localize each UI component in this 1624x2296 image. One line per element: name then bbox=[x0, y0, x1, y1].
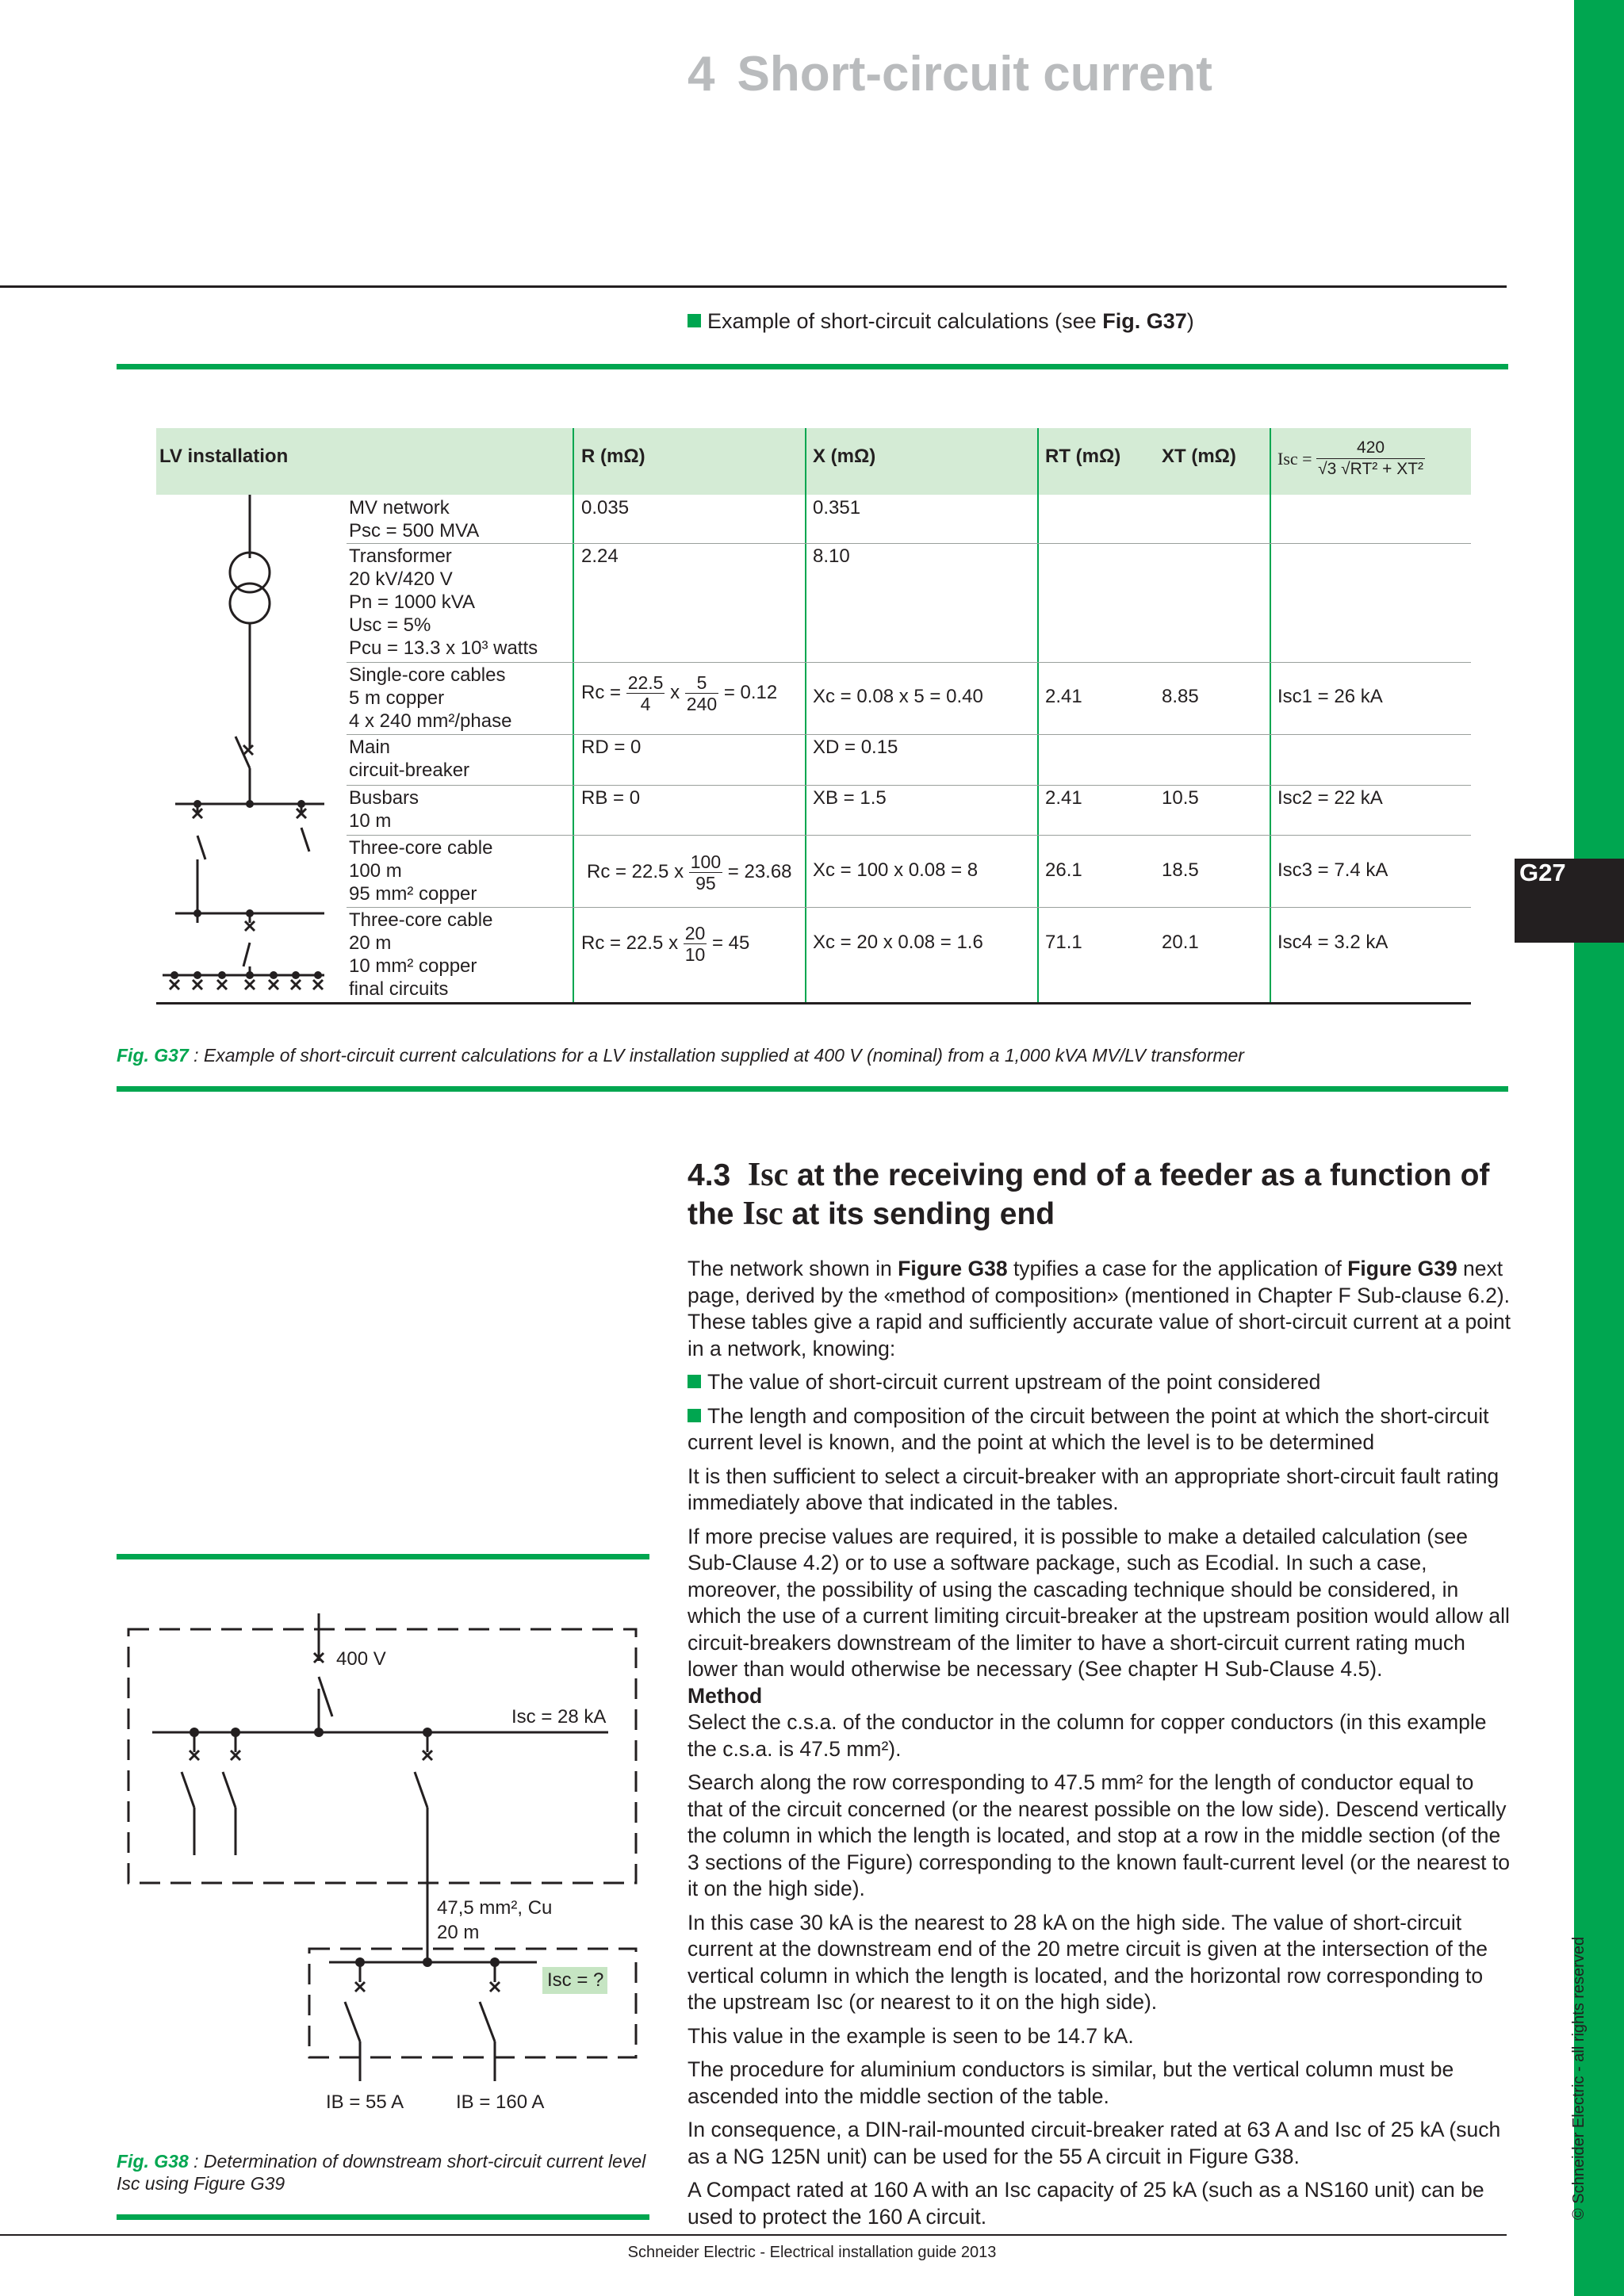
row-single-core-x: Xc = 0.08 x 5 = 0.40 bbox=[813, 686, 983, 707]
header-rule bbox=[0, 285, 1507, 288]
figure-g38-rule-top bbox=[117, 1554, 649, 1559]
paragraph: Select the c.s.a. of the conductor in the column for copper conductors (in this example the c.s.a. is 47.5 mm²). bbox=[688, 1710, 1487, 1761]
paragraph: The network shown in Figure G38 typifies a case for the application of Figure G39 next page, derived by the «method of composition» (mentioned in Chapter F Sub-clause 6.2). These tables give a rapid and sufficiently accurate value of short-circuit current at a point in a network, knowing: bbox=[688, 1257, 1511, 1360]
paragraph: If more precise values are required, it is possible to make a detailed calculation (see Sub-Clause 4.2) or to use a software package, such as Ecodial. In such a case, moreover, the possibility of using the cascading technique should be considered, in which the use of a current limiting circuit-breaker at the upstream position would allow all circuit-breakers downstream of the limiter to have a short-circuit current rating much lower than would otherwise be necessary (See chapter H Sub-Clause 4.5). bbox=[688, 1524, 1510, 1681]
fig38-ib2: IB = 160 A bbox=[456, 2091, 545, 2113]
row-single-core-rt: 2.41 bbox=[1045, 686, 1082, 707]
row-busbars-xt: 10.5 bbox=[1162, 787, 1199, 809]
row-single-core-label: Single-core cables 5 m copper 4 x 240 mm²/phase bbox=[349, 664, 512, 732]
row-three-core-100-isc: Isc3 = 7.4 kA bbox=[1277, 859, 1388, 881]
row-mv-r: 0.035 bbox=[581, 497, 630, 519]
row-single-core-xt: 8.85 bbox=[1162, 686, 1199, 707]
row-main-breaker-x: XD = 0.15 bbox=[813, 737, 898, 758]
row-busbars-rt: 2.41 bbox=[1045, 787, 1082, 809]
paragraph: In consequence, a DIN-rail-mounted circuit-breaker rated at 63 A and Isc of 25 kA (such as a NG 125N unit) can be used for the 55 A circuit in Figure G38. bbox=[688, 2118, 1501, 2168]
row-transformer-x: 8.10 bbox=[813, 545, 850, 567]
table-col-divider bbox=[1037, 428, 1039, 1004]
row-three-core-20-rt: 71.1 bbox=[1045, 932, 1082, 953]
fig-ref-link: Fig. G37 bbox=[1102, 309, 1187, 333]
table-col-divider bbox=[573, 428, 574, 1004]
chapter-title bbox=[688, 46, 1212, 102]
row-busbars-x: XB = 1.5 bbox=[813, 787, 887, 809]
row-divider bbox=[347, 835, 1471, 836]
body-text bbox=[688, 1256, 1512, 2237]
row-three-core-20-label: Three-core cable 20 m 10 mm² copper final circuits bbox=[349, 909, 493, 1000]
figure-g37-caption: Fig. G37 : Example of short-circuit current calculations for a LV installation supplied at 400 V (nominal) from a 1,000 kVA MV/LV transformer bbox=[117, 1045, 1244, 1066]
figure-g38-rule-bottom bbox=[117, 2214, 649, 2220]
fig38-isc-main: Isc = 28 kA bbox=[511, 1706, 607, 1728]
row-mv-x: 0.351 bbox=[813, 497, 861, 519]
chapter-number: 4 bbox=[688, 47, 715, 101]
row-main-breaker-r: RD = 0 bbox=[581, 737, 642, 758]
row-single-core-r: Rc = $\frac{22.5}{4}$ x $\frac{5}{240}$ = 0.12 bbox=[581, 672, 778, 714]
paragraph: The procedure for aluminium conductors is similar, but the vertical column must be ascended into the middle section of the table. bbox=[688, 2057, 1454, 2108]
row-divider bbox=[347, 662, 1471, 663]
section-rule-top bbox=[117, 364, 1508, 369]
bullet-item: The value of short-circuit current upstream of the point considered bbox=[688, 1369, 1512, 1396]
row-single-core-isc: Isc1 = 26 kA bbox=[1277, 686, 1383, 707]
header-isc-formula: Isc = $\frac{420}{\text{√3 √RT² + XT²}}$ bbox=[1277, 438, 1424, 478]
fig38-isc-unknown: Isc = ? bbox=[547, 1969, 604, 1991]
method-heading: Method bbox=[688, 1683, 763, 1708]
header-lv-installation: LV installation bbox=[159, 446, 289, 467]
paragraph: A Compact rated at 160 A with an Isc capacity of 25 kA (such as a NS160 unit) can be used to protect the 160 A circuit. bbox=[688, 2178, 1484, 2229]
page-tab: G27 bbox=[1515, 859, 1624, 943]
row-three-core-20-x: Xc = 20 x 0.08 = 1.6 bbox=[813, 932, 983, 953]
row-busbars-isc: Isc2 = 22 kA bbox=[1277, 787, 1383, 809]
table-col-divider bbox=[805, 428, 806, 1004]
table-col-divider bbox=[1270, 428, 1271, 1004]
row-transformer-r: 2.24 bbox=[581, 545, 619, 567]
row-three-core-100-rt: 26.1 bbox=[1045, 859, 1082, 881]
example-intro: Example of short-circuit calculations (see Fig. G37) bbox=[688, 309, 1194, 334]
fig38-voltage-label: 400 V bbox=[336, 1648, 386, 1670]
bullet-item: The length and composition of the circuit between the point at which the short-circuit current level is known, and the point at which the level is to be determined bbox=[688, 1403, 1489, 1454]
single-line-diagram bbox=[156, 495, 347, 1002]
header-rt: RT (mΩ) bbox=[1045, 446, 1121, 467]
figure-g38-caption: Fig. G38 : Determination of downstream short-circuit current level Isc using Figure G39 bbox=[117, 2151, 646, 2194]
section-title: 4.3 Isc at the receiving end of a feeder as a function of the Isc at its sending end bbox=[688, 1157, 1490, 1232]
chapter-title-text: Short-circuit current bbox=[737, 47, 1212, 101]
bullet-icon bbox=[688, 1409, 701, 1422]
table-bottom-rule bbox=[156, 1002, 1471, 1004]
fig38-cable-label: 47,5 mm², Cu bbox=[437, 1897, 553, 1919]
row-three-core-20-isc: Isc4 = 3.2 kA bbox=[1277, 932, 1388, 953]
bullet-icon bbox=[688, 1375, 701, 1388]
fig38-length-label: 20 m bbox=[437, 1922, 480, 1943]
row-three-core-100-r: Rc = 22.5 x $\frac{100}{95}$ = 23.68 bbox=[587, 851, 792, 894]
row-transformer-label: Transformer 20 kV/420 V Pn = 1000 kVA Usc = 5% Pcu = 13.3 x 10³ watts bbox=[349, 545, 538, 659]
paragraph: It is then sufficient to select a circuit-breaker with an appropriate short-circuit fault rating immediately above that indicated in the tables. bbox=[688, 1464, 1500, 1514]
row-divider bbox=[347, 734, 1471, 735]
footer-text: Schneider Electric - Electrical installation guide 2013 bbox=[627, 2244, 997, 2261]
row-divider bbox=[347, 785, 1471, 786]
paragraph: Search along the row corresponding to 47.5 mm² for the length of conductor equal to that of the circuit concerned (or the nearest possible on the low side). Descend vertically the column in which the length is located, and stop at a row in the middle section (of the 3 sections of the Figure) corresponding to the known fault-current level (or the nearest to it on the high side). bbox=[688, 1770, 1510, 1900]
header-x: X (mΩ) bbox=[813, 446, 876, 467]
row-three-core-100-xt: 18.5 bbox=[1162, 859, 1199, 881]
row-divider bbox=[347, 543, 1471, 544]
row-divider bbox=[347, 907, 1471, 908]
row-three-core-20-r: Rc = 22.5 x $\frac{20}{10}$ = 45 bbox=[581, 923, 750, 965]
fig38-ib1: IB = 55 A bbox=[326, 2091, 404, 2113]
row-busbars-r: RB = 0 bbox=[581, 787, 641, 809]
row-mv-network-label: MV network Psc = 500 MVA bbox=[349, 497, 480, 541]
figure-g38-diagram bbox=[117, 1613, 656, 2137]
paragraph: This value in the example is seen to be 14.7 kA. bbox=[688, 2023, 1134, 2048]
short-circuit-table bbox=[156, 428, 1471, 1004]
bullet-icon bbox=[688, 314, 701, 327]
footer-rule bbox=[0, 2234, 1507, 2236]
row-busbars-label: Busbars 10 m bbox=[349, 787, 419, 832]
row-three-core-100-label: Three-core cable 100 m 95 mm² copper bbox=[349, 837, 493, 905]
row-three-core-20-xt: 20.1 bbox=[1162, 932, 1199, 953]
section-rule-bottom bbox=[117, 1086, 1508, 1092]
row-main-breaker-label: Main circuit-breaker bbox=[349, 737, 470, 781]
header-xt: XT (mΩ) bbox=[1162, 446, 1236, 467]
row-three-core-100-x: Xc = 100 x 0.08 = 8 bbox=[813, 859, 979, 881]
header-r: R (mΩ) bbox=[581, 446, 645, 467]
paragraph: In this case 30 kA is the nearest to 28 kA on the high side. The value of short-circuit current at the downstream end of the 20 metre circuit is given at the intersection of the vertical column in which the length is located, and the horizontal row corresponding to the upstream Isc (or nearest to it on the high side). bbox=[688, 1910, 1488, 2014]
